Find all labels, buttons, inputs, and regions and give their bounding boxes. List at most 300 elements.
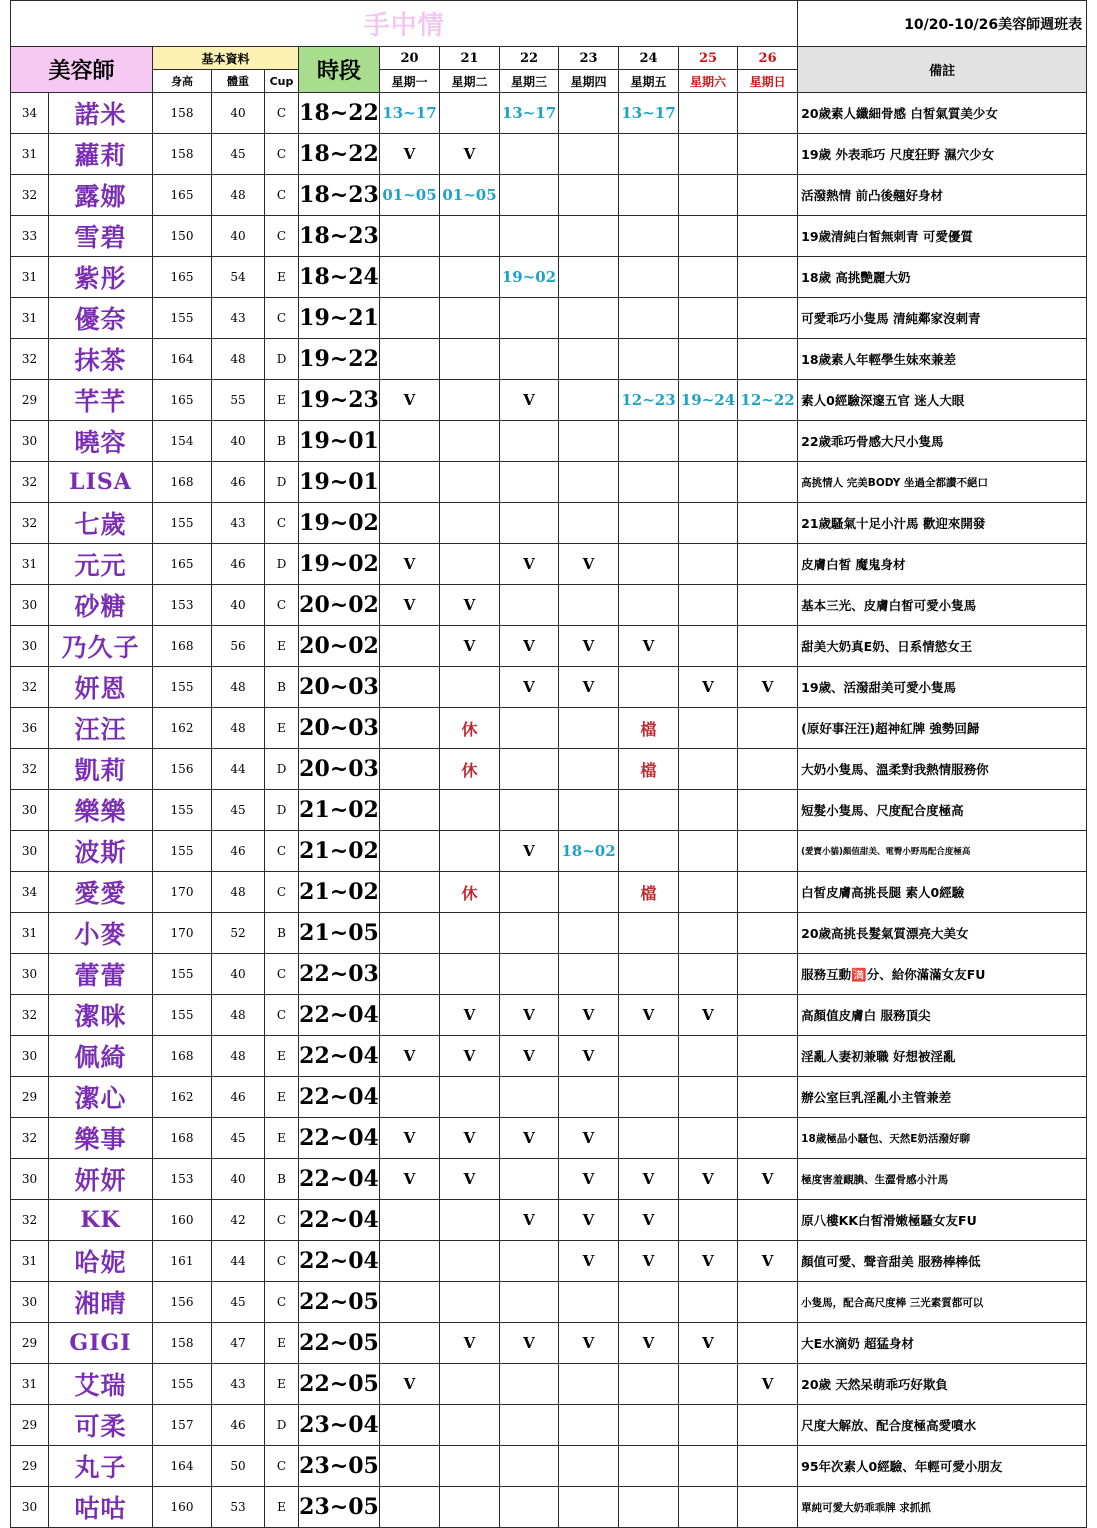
cup-cell: E — [265, 626, 299, 667]
day-cell: V — [559, 995, 619, 1036]
height-cell: 157 — [153, 1405, 212, 1446]
cup-cell: E — [265, 257, 299, 298]
therapist-name: 愛愛 — [49, 872, 153, 913]
height-cell: 168 — [153, 462, 212, 503]
table-row — [11, 1077, 1087, 1118]
period-cell: 22~05 — [299, 1364, 380, 1405]
weight-cell: 40 — [212, 421, 265, 462]
day-cell: 休 — [440, 872, 500, 913]
day-cell: V — [500, 1323, 559, 1364]
day-cell — [679, 339, 738, 380]
table-row — [11, 175, 1087, 216]
table-row — [11, 913, 1087, 954]
day-cell: V — [380, 134, 440, 175]
period-cell: 20~03 — [299, 749, 380, 790]
age-cell: 29 — [11, 1446, 49, 1487]
day-cell — [559, 708, 619, 749]
period-cell: 23~05 — [299, 1446, 380, 1487]
day-cell — [500, 1282, 559, 1323]
age-cell: 32 — [11, 462, 49, 503]
table-row — [11, 339, 1087, 380]
day-cell — [559, 790, 619, 831]
day-cell — [738, 1118, 798, 1159]
note-cell: 服務互動🈵分、給你滿滿女友FU — [798, 954, 1087, 995]
weight-cell: 43 — [212, 503, 265, 544]
cup-cell: B — [265, 421, 299, 462]
day-cell — [500, 585, 559, 626]
day-cell — [679, 257, 738, 298]
day-cell — [500, 175, 559, 216]
cup-cell: B — [265, 667, 299, 708]
header-weekday: 星期五 — [619, 70, 679, 93]
day-cell — [619, 790, 679, 831]
table-row — [11, 1241, 1087, 1282]
day-cell — [738, 1077, 798, 1118]
day-cell — [619, 585, 679, 626]
day-cell — [440, 954, 500, 995]
note-cell: 大奶小隻馬、溫柔對我熱情服務你 — [798, 749, 1087, 790]
period-cell: 19~02 — [299, 503, 380, 544]
table-row — [11, 667, 1087, 708]
day-cell — [679, 462, 738, 503]
day-cell — [619, 954, 679, 995]
table-row — [11, 585, 1087, 626]
day-cell — [738, 831, 798, 872]
weight-cell: 48 — [212, 1036, 265, 1077]
day-cell — [619, 667, 679, 708]
period-cell: 22~03 — [299, 954, 380, 995]
therapist-name: 砂糖 — [49, 585, 153, 626]
day-cell — [679, 421, 738, 462]
cup-cell: B — [265, 1159, 299, 1200]
day-cell — [738, 298, 798, 339]
day-cell — [380, 339, 440, 380]
day-cell — [440, 421, 500, 462]
day-cell: V — [679, 667, 738, 708]
header-date: 26 — [738, 47, 798, 70]
day-cell — [380, 1077, 440, 1118]
day-cell: 檔 — [619, 872, 679, 913]
day-cell — [380, 831, 440, 872]
day-cell — [619, 1118, 679, 1159]
day-cell: V — [500, 1118, 559, 1159]
day-cell — [380, 995, 440, 1036]
therapist-name: 佩綺 — [49, 1036, 153, 1077]
table-row — [11, 749, 1087, 790]
cup-cell: D — [265, 749, 299, 790]
day-cell — [559, 421, 619, 462]
week-range: 10/20-10/26美容師週班表 — [798, 1, 1087, 47]
therapist-name: 妍妍 — [49, 1159, 153, 1200]
day-cell — [738, 339, 798, 380]
header-weekday: 星期三 — [500, 70, 559, 93]
cup-cell: C — [265, 134, 299, 175]
cup-cell: C — [265, 1282, 299, 1323]
weight-cell: 45 — [212, 134, 265, 175]
day-cell: V — [440, 585, 500, 626]
day-cell — [500, 1446, 559, 1487]
day-cell — [619, 544, 679, 585]
period-cell: 22~04 — [299, 1241, 380, 1282]
day-cell — [380, 1323, 440, 1364]
period-cell: 19~21 — [299, 298, 380, 339]
age-cell: 31 — [11, 1241, 49, 1282]
height-cell: 162 — [153, 1077, 212, 1118]
day-cell — [738, 954, 798, 995]
day-cell — [738, 93, 798, 134]
cup-cell: E — [265, 380, 299, 421]
day-cell: V — [559, 1159, 619, 1200]
period-cell: 21~05 — [299, 913, 380, 954]
day-cell — [559, 1364, 619, 1405]
cup-cell: C — [265, 831, 299, 872]
age-cell: 31 — [11, 544, 49, 585]
age-cell: 32 — [11, 339, 49, 380]
day-cell: V — [380, 1159, 440, 1200]
period-cell: 19~01 — [299, 421, 380, 462]
day-cell: V — [559, 1200, 619, 1241]
therapist-name: 妍恩 — [49, 667, 153, 708]
weight-cell: 50 — [212, 1446, 265, 1487]
period-cell: 20~02 — [299, 626, 380, 667]
period-cell: 19~22 — [299, 339, 380, 380]
day-cell — [679, 749, 738, 790]
day-cell — [380, 626, 440, 667]
day-cell — [619, 134, 679, 175]
schedule-table — [10, 0, 1087, 1528]
day-cell — [500, 298, 559, 339]
period-cell: 22~04 — [299, 995, 380, 1036]
day-cell — [679, 93, 738, 134]
height-cell: 155 — [153, 503, 212, 544]
weight-cell: 47 — [212, 1323, 265, 1364]
height-cell: 155 — [153, 831, 212, 872]
note-cell: 可愛乖巧小隻馬 清純鄰家沒刺青 — [798, 298, 1087, 339]
day-cell: V — [679, 995, 738, 1036]
therapist-name: LISA — [49, 462, 153, 503]
period-cell: 19~02 — [299, 544, 380, 585]
day-cell — [738, 1323, 798, 1364]
note-cell: 基本三光、皮膚白皙可愛小隻馬 — [798, 585, 1087, 626]
therapist-name: 咕咕 — [49, 1487, 153, 1528]
height-cell: 153 — [153, 1159, 212, 1200]
header-date: 21 — [440, 47, 500, 70]
note-cell: 短髮小隻馬、尺度配合度極高 — [798, 790, 1087, 831]
header-weight: 體重 — [212, 70, 265, 93]
day-cell — [380, 1446, 440, 1487]
age-cell: 32 — [11, 503, 49, 544]
age-cell: 32 — [11, 995, 49, 1036]
day-cell — [738, 421, 798, 462]
therapist-name: 潔咪 — [49, 995, 153, 1036]
day-cell: 01~05 — [440, 175, 500, 216]
day-cell — [738, 585, 798, 626]
therapist-name: 諾米 — [49, 93, 153, 134]
height-cell: 165 — [153, 380, 212, 421]
day-cell: V — [679, 1159, 738, 1200]
table-row — [11, 1200, 1087, 1241]
height-cell: 165 — [153, 175, 212, 216]
table-row — [11, 298, 1087, 339]
height-cell: 165 — [153, 544, 212, 585]
header-date: 22 — [500, 47, 559, 70]
day-cell — [738, 216, 798, 257]
weight-cell: 46 — [212, 462, 265, 503]
day-cell — [440, 790, 500, 831]
height-cell: 164 — [153, 339, 212, 380]
day-cell: 12~23 — [619, 380, 679, 421]
period-cell: 21~02 — [299, 831, 380, 872]
day-cell — [440, 913, 500, 954]
day-cell — [559, 954, 619, 995]
height-cell: 158 — [153, 93, 212, 134]
table-row — [11, 708, 1087, 749]
table-row — [11, 1036, 1087, 1077]
therapist-name: 哈妮 — [49, 1241, 153, 1282]
day-cell: 13~17 — [619, 93, 679, 134]
day-cell: V — [738, 1159, 798, 1200]
therapist-name: GIGI — [49, 1323, 153, 1364]
therapist-name: 優奈 — [49, 298, 153, 339]
day-cell: V — [500, 667, 559, 708]
therapist-name: 湘晴 — [49, 1282, 153, 1323]
day-cell: V — [738, 667, 798, 708]
day-cell — [500, 749, 559, 790]
day-cell — [380, 872, 440, 913]
height-cell: 155 — [153, 667, 212, 708]
day-cell — [440, 1282, 500, 1323]
cup-cell: C — [265, 216, 299, 257]
day-cell — [738, 503, 798, 544]
day-cell: 18~02 — [559, 831, 619, 872]
note-cell: 極度害羞靦腆、生澀骨感小汁馬 — [798, 1159, 1087, 1200]
day-cell: V — [440, 1323, 500, 1364]
table-row — [11, 421, 1087, 462]
weight-cell: 44 — [212, 1241, 265, 1282]
day-cell: V — [380, 380, 440, 421]
header-height: 身高 — [153, 70, 212, 93]
day-cell — [738, 175, 798, 216]
note-cell: 19歲、活潑甜美可愛小隻馬 — [798, 667, 1087, 708]
period-cell: 21~02 — [299, 790, 380, 831]
day-cell: V — [500, 831, 559, 872]
note-cell: 單純可愛大奶乖乖牌 求抓抓 — [798, 1487, 1087, 1528]
period-cell: 20~02 — [299, 585, 380, 626]
day-cell — [559, 298, 619, 339]
day-cell: V — [559, 1118, 619, 1159]
day-cell — [559, 93, 619, 134]
height-cell: 155 — [153, 298, 212, 339]
day-cell: V — [500, 380, 559, 421]
day-cell — [619, 175, 679, 216]
table-row — [11, 1159, 1087, 1200]
age-cell: 30 — [11, 1282, 49, 1323]
day-cell: V — [440, 1159, 500, 1200]
age-cell: 29 — [11, 380, 49, 421]
day-cell — [679, 1364, 738, 1405]
header-cup: Cup — [265, 70, 299, 93]
weight-cell: 40 — [212, 1159, 265, 1200]
header-date: 25 — [679, 47, 738, 70]
cup-cell: D — [265, 339, 299, 380]
day-cell — [738, 462, 798, 503]
day-cell — [500, 708, 559, 749]
day-cell — [679, 790, 738, 831]
weight-cell: 46 — [212, 1077, 265, 1118]
cup-cell: E — [265, 1487, 299, 1528]
table-row — [11, 134, 1087, 175]
height-cell: 168 — [153, 1118, 212, 1159]
cup-cell: C — [265, 585, 299, 626]
day-cell — [679, 1118, 738, 1159]
day-cell: V — [619, 1323, 679, 1364]
age-cell: 32 — [11, 1200, 49, 1241]
table-row — [11, 462, 1087, 503]
day-cell — [679, 708, 738, 749]
day-cell — [440, 831, 500, 872]
age-cell: 29 — [11, 1405, 49, 1446]
therapist-name: 乃久子 — [49, 626, 153, 667]
table-row — [11, 995, 1087, 1036]
period-cell: 22~05 — [299, 1282, 380, 1323]
height-cell: 161 — [153, 1241, 212, 1282]
height-cell: 164 — [153, 1446, 212, 1487]
period-cell: 20~03 — [299, 667, 380, 708]
day-cell — [500, 462, 559, 503]
note-cell: 素人0經驗深邃五官 迷人大眼 — [798, 380, 1087, 421]
day-cell — [500, 216, 559, 257]
day-cell — [679, 1036, 738, 1077]
day-cell: V — [440, 1118, 500, 1159]
cup-cell: B — [265, 913, 299, 954]
height-cell: 170 — [153, 872, 212, 913]
table-row — [11, 1364, 1087, 1405]
note-cell: 尺度大解放、配合度極高愛噴水 — [798, 1405, 1087, 1446]
day-cell — [738, 1200, 798, 1241]
header-note: 備註 — [798, 47, 1087, 93]
header-weekday: 星期六 — [679, 70, 738, 93]
period-cell: 18~23 — [299, 175, 380, 216]
day-cell — [380, 667, 440, 708]
table-row — [11, 790, 1087, 831]
therapist-name: 丸子 — [49, 1446, 153, 1487]
day-cell: 13~17 — [380, 93, 440, 134]
day-cell — [500, 134, 559, 175]
day-cell — [380, 462, 440, 503]
weight-cell: 43 — [212, 298, 265, 339]
therapist-name: 樂樂 — [49, 790, 153, 831]
day-cell — [679, 298, 738, 339]
day-cell: V — [619, 1241, 679, 1282]
day-cell — [440, 1077, 500, 1118]
note-cell: 20歲高挑長髮氣質漂亮大美女 — [798, 913, 1087, 954]
day-cell — [559, 585, 619, 626]
day-cell: 19~02 — [500, 257, 559, 298]
age-cell: 30 — [11, 585, 49, 626]
day-cell: V — [559, 544, 619, 585]
day-cell — [559, 462, 619, 503]
note-cell: 大E水滴奶 超猛身材 — [798, 1323, 1087, 1364]
cup-cell: D — [265, 462, 299, 503]
period-cell: 23~05 — [299, 1487, 380, 1528]
note-cell: 19歲 外表乖巧 尺度狂野 濕穴少女 — [798, 134, 1087, 175]
weight-cell: 45 — [212, 1118, 265, 1159]
note-cell: 高顏值皮膚白 服務頂尖 — [798, 995, 1087, 1036]
note-cell: 18歲素人年輕學生妹來兼差 — [798, 339, 1087, 380]
day-cell — [380, 954, 440, 995]
weight-cell: 42 — [212, 1200, 265, 1241]
note-cell: 辦公室巨乳淫亂小主管兼差 — [798, 1077, 1087, 1118]
day-cell — [380, 298, 440, 339]
therapist-name: 蘿莉 — [49, 134, 153, 175]
period-cell: 19~01 — [299, 462, 380, 503]
day-cell: 休 — [440, 708, 500, 749]
day-cell — [619, 1364, 679, 1405]
header-date: 24 — [619, 47, 679, 70]
height-cell: 150 — [153, 216, 212, 257]
day-cell — [738, 790, 798, 831]
weight-cell: 45 — [212, 790, 265, 831]
note-cell: 白皙皮膚高挑長腿 素人0經驗 — [798, 872, 1087, 913]
day-cell: V — [738, 1364, 798, 1405]
weight-cell: 48 — [212, 667, 265, 708]
therapist-name: 元元 — [49, 544, 153, 585]
age-cell: 30 — [11, 1487, 49, 1528]
height-cell: 156 — [153, 1282, 212, 1323]
day-cell — [738, 749, 798, 790]
note-cell: (愛寶小貓)顏值甜美、電臀小野馬配合度極高 — [798, 831, 1087, 872]
cup-cell: C — [265, 503, 299, 544]
height-cell: 168 — [153, 626, 212, 667]
cup-cell: C — [265, 954, 299, 995]
height-cell: 158 — [153, 1323, 212, 1364]
day-cell — [559, 872, 619, 913]
period-cell: 23~04 — [299, 1405, 380, 1446]
age-cell: 36 — [11, 708, 49, 749]
period-cell: 19~23 — [299, 380, 380, 421]
therapist-name: 艾瑞 — [49, 1364, 153, 1405]
day-cell: V — [559, 1241, 619, 1282]
day-cell — [380, 913, 440, 954]
day-cell — [619, 462, 679, 503]
day-cell — [500, 1159, 559, 1200]
age-cell: 31 — [11, 298, 49, 339]
age-cell: 30 — [11, 790, 49, 831]
weight-cell: 48 — [212, 995, 265, 1036]
day-cell — [380, 216, 440, 257]
day-cell: V — [500, 995, 559, 1036]
therapist-name: 曉容 — [49, 421, 153, 462]
day-cell — [559, 134, 619, 175]
day-cell — [738, 1405, 798, 1446]
table-row — [11, 257, 1087, 298]
day-cell — [738, 708, 798, 749]
note-cell: (原好事汪汪)超神紅牌 強勢回歸 — [798, 708, 1087, 749]
day-cell: V — [440, 626, 500, 667]
table-row — [11, 872, 1087, 913]
day-cell — [440, 339, 500, 380]
note-cell: 原八樓KK白皙滑嫩極騷女友FU — [798, 1200, 1087, 1241]
note-cell: 活潑熱情 前凸後翹好身材 — [798, 175, 1087, 216]
day-cell — [738, 1446, 798, 1487]
day-cell — [440, 544, 500, 585]
day-cell — [500, 790, 559, 831]
day-cell — [619, 216, 679, 257]
day-cell — [440, 503, 500, 544]
day-cell: V — [500, 1200, 559, 1241]
day-cell: V — [619, 995, 679, 1036]
therapist-name: 凱莉 — [49, 749, 153, 790]
